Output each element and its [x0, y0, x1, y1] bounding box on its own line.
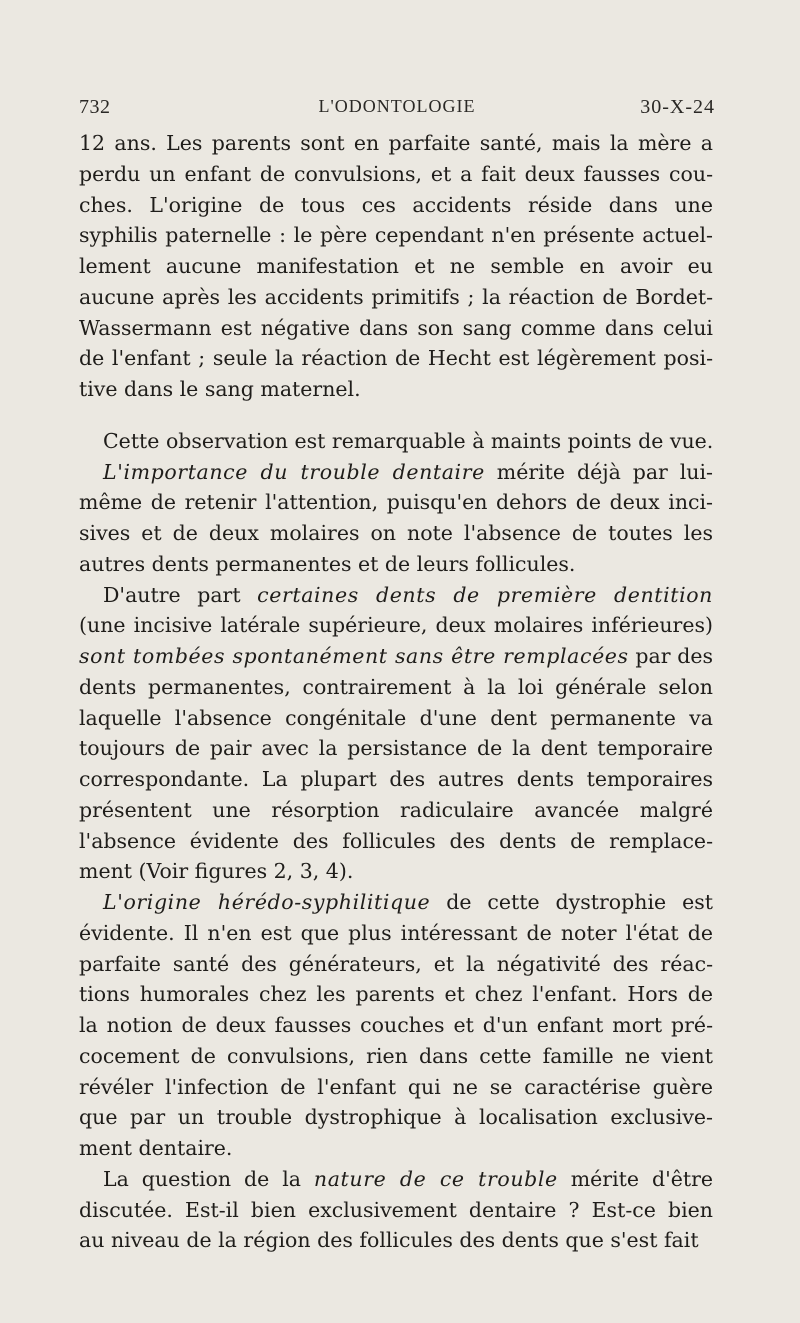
text-run: la notion de deux fausses couches et d'un enfant mort pré- — [79, 1013, 713, 1037]
text-run: aucune après les accidents primitifs ; la réaction de Bordet- — [79, 284, 713, 309]
italic-phrase: nature de ce trouble — [313, 1166, 558, 1191]
text-line — [79, 220, 713, 251]
text-run: perdu un enfant de convulsions, et a fait deux fausses cou- — [79, 161, 713, 186]
text-line — [79, 457, 713, 488]
text-line — [79, 1164, 713, 1195]
text-line — [79, 518, 713, 549]
text-line — [79, 641, 713, 672]
text-line — [79, 159, 713, 190]
paragraph — [79, 1164, 713, 1256]
text-run: ment (Voir figures 2, 3, 4). — [79, 859, 354, 884]
text-run: révéler l'infection de l'enfant qui ne se caractérise guère — [79, 1074, 713, 1099]
text-run: syphilis paternelle : le père cependant n'en présente actuel- — [79, 223, 713, 248]
paragraph — [79, 128, 713, 405]
text-line — [79, 487, 713, 518]
text-run: Wassermann est négative dans son sang comme dans celui — [79, 315, 713, 340]
issue-date: 30-X-24 — [640, 96, 715, 118]
text-line — [79, 672, 713, 703]
text-run: de cette dystrophie est — [430, 890, 713, 914]
text-run: dents permanentes, contrairement à la loi générale selon — [79, 674, 713, 699]
text-line — [79, 1195, 713, 1226]
text-line — [79, 374, 713, 405]
text-run: 12 ans. Les parents sont en parfaite santé, mais la mère a — [79, 131, 713, 155]
paragraph-gap — [79, 405, 713, 426]
text-line — [79, 313, 713, 344]
text-line — [79, 1102, 713, 1133]
text-run: mérite d'être — [557, 1166, 713, 1191]
text-run: même de retenir l'attention, puisqu'en dehors de deux inci- — [79, 490, 713, 515]
italic-phrase: L'origine hérédo-syphilitique — [103, 890, 431, 914]
text-line — [79, 887, 713, 918]
text-line — [79, 282, 713, 313]
text-line — [79, 426, 713, 457]
italic-phrase: sont tombées spontanément sans être remplacées — [79, 644, 629, 668]
text-line — [79, 1010, 713, 1041]
running-header — [79, 96, 715, 124]
paragraph — [79, 580, 713, 888]
text-run: tive dans le sang maternel. — [79, 377, 361, 401]
text-run: parfaite santé des générateurs, et la négativité des réac- — [79, 951, 713, 976]
text-line — [79, 1072, 713, 1103]
text-run: autres dents permanentes et de leurs follicules. — [79, 551, 576, 576]
journal-title: L'ODONTOLOGIE — [318, 96, 476, 116]
text-run: mérite déjà par lui- — [484, 459, 713, 484]
text-run: évidente. Il n'en est que plus intéressant de noter l'état de — [79, 920, 713, 945]
text-run: que par un trouble dystrophique à localisation exclusive- — [79, 1105, 713, 1130]
text-run: par des — [628, 644, 713, 668]
text-run: toujours de pair avec la persistance de la dent temporaire — [79, 736, 713, 761]
text-run: cocement de convulsions, rien dans cette famille ne vient — [79, 1043, 713, 1068]
text-run: sives et de deux molaires on note l'absence de toutes les — [79, 521, 713, 545]
paragraph — [79, 887, 713, 1164]
text-line — [79, 949, 713, 980]
text-line — [79, 343, 713, 374]
text-run: tions humorales chez les parents et chez l'enfant. Hors de — [79, 982, 713, 1007]
italic-phrase: certaines dents de première dentition — [257, 582, 713, 607]
text-run: discutée. Est-il bien exclusivement dentaire ? Est-ce bien — [79, 1197, 713, 1222]
text-line — [79, 979, 713, 1010]
text-line — [79, 703, 713, 734]
paragraph — [79, 426, 713, 457]
text-line — [79, 733, 713, 764]
body-text — [79, 128, 713, 1256]
text-run: D'autre part — [103, 582, 258, 607]
text-run: La question de la — [103, 1166, 314, 1191]
text-run: (une incisive latérale supérieure, deux molaires inférieures) — [79, 613, 713, 638]
text-run: correspondante. La plupart des autres dents temporaires — [79, 767, 713, 791]
text-run: Cette observation est remarquable à maints points de vue. — [103, 428, 713, 453]
text-line — [79, 826, 713, 857]
text-line — [79, 1041, 713, 1072]
text-run: ches. L'origine de tous ces accidents réside dans une — [79, 192, 713, 217]
text-run: ment dentaire. — [79, 1136, 233, 1160]
text-line — [79, 251, 713, 282]
text-line — [79, 190, 713, 221]
paragraph — [79, 457, 713, 580]
text-line — [79, 1133, 713, 1164]
text-run: lement aucune manifestation et ne semble en avoir eu — [79, 254, 713, 278]
text-run: l'absence évidente des follicules des dents de remplace- — [79, 828, 713, 853]
text-line — [79, 610, 713, 641]
text-line — [79, 580, 713, 611]
text-run: laquelle l'absence congénitale d'une dent permanente va — [79, 705, 713, 730]
text-run: au niveau de la région des follicules des dents que s'est fait — [79, 1228, 699, 1253]
text-line — [79, 918, 713, 949]
text-line — [79, 795, 713, 826]
text-run: présentent une résorption radiculaire avancée malgré — [79, 797, 713, 822]
italic-phrase: L'importance du trouble dentaire — [103, 459, 485, 484]
text-run: de l'enfant ; seule la réaction de Hecht est légèrement posi- — [79, 346, 713, 371]
text-line — [79, 549, 713, 580]
page-number: 732 — [79, 96, 111, 118]
text-line — [79, 764, 713, 795]
text-line — [79, 128, 713, 159]
text-line — [79, 1225, 713, 1256]
text-line — [79, 856, 713, 887]
